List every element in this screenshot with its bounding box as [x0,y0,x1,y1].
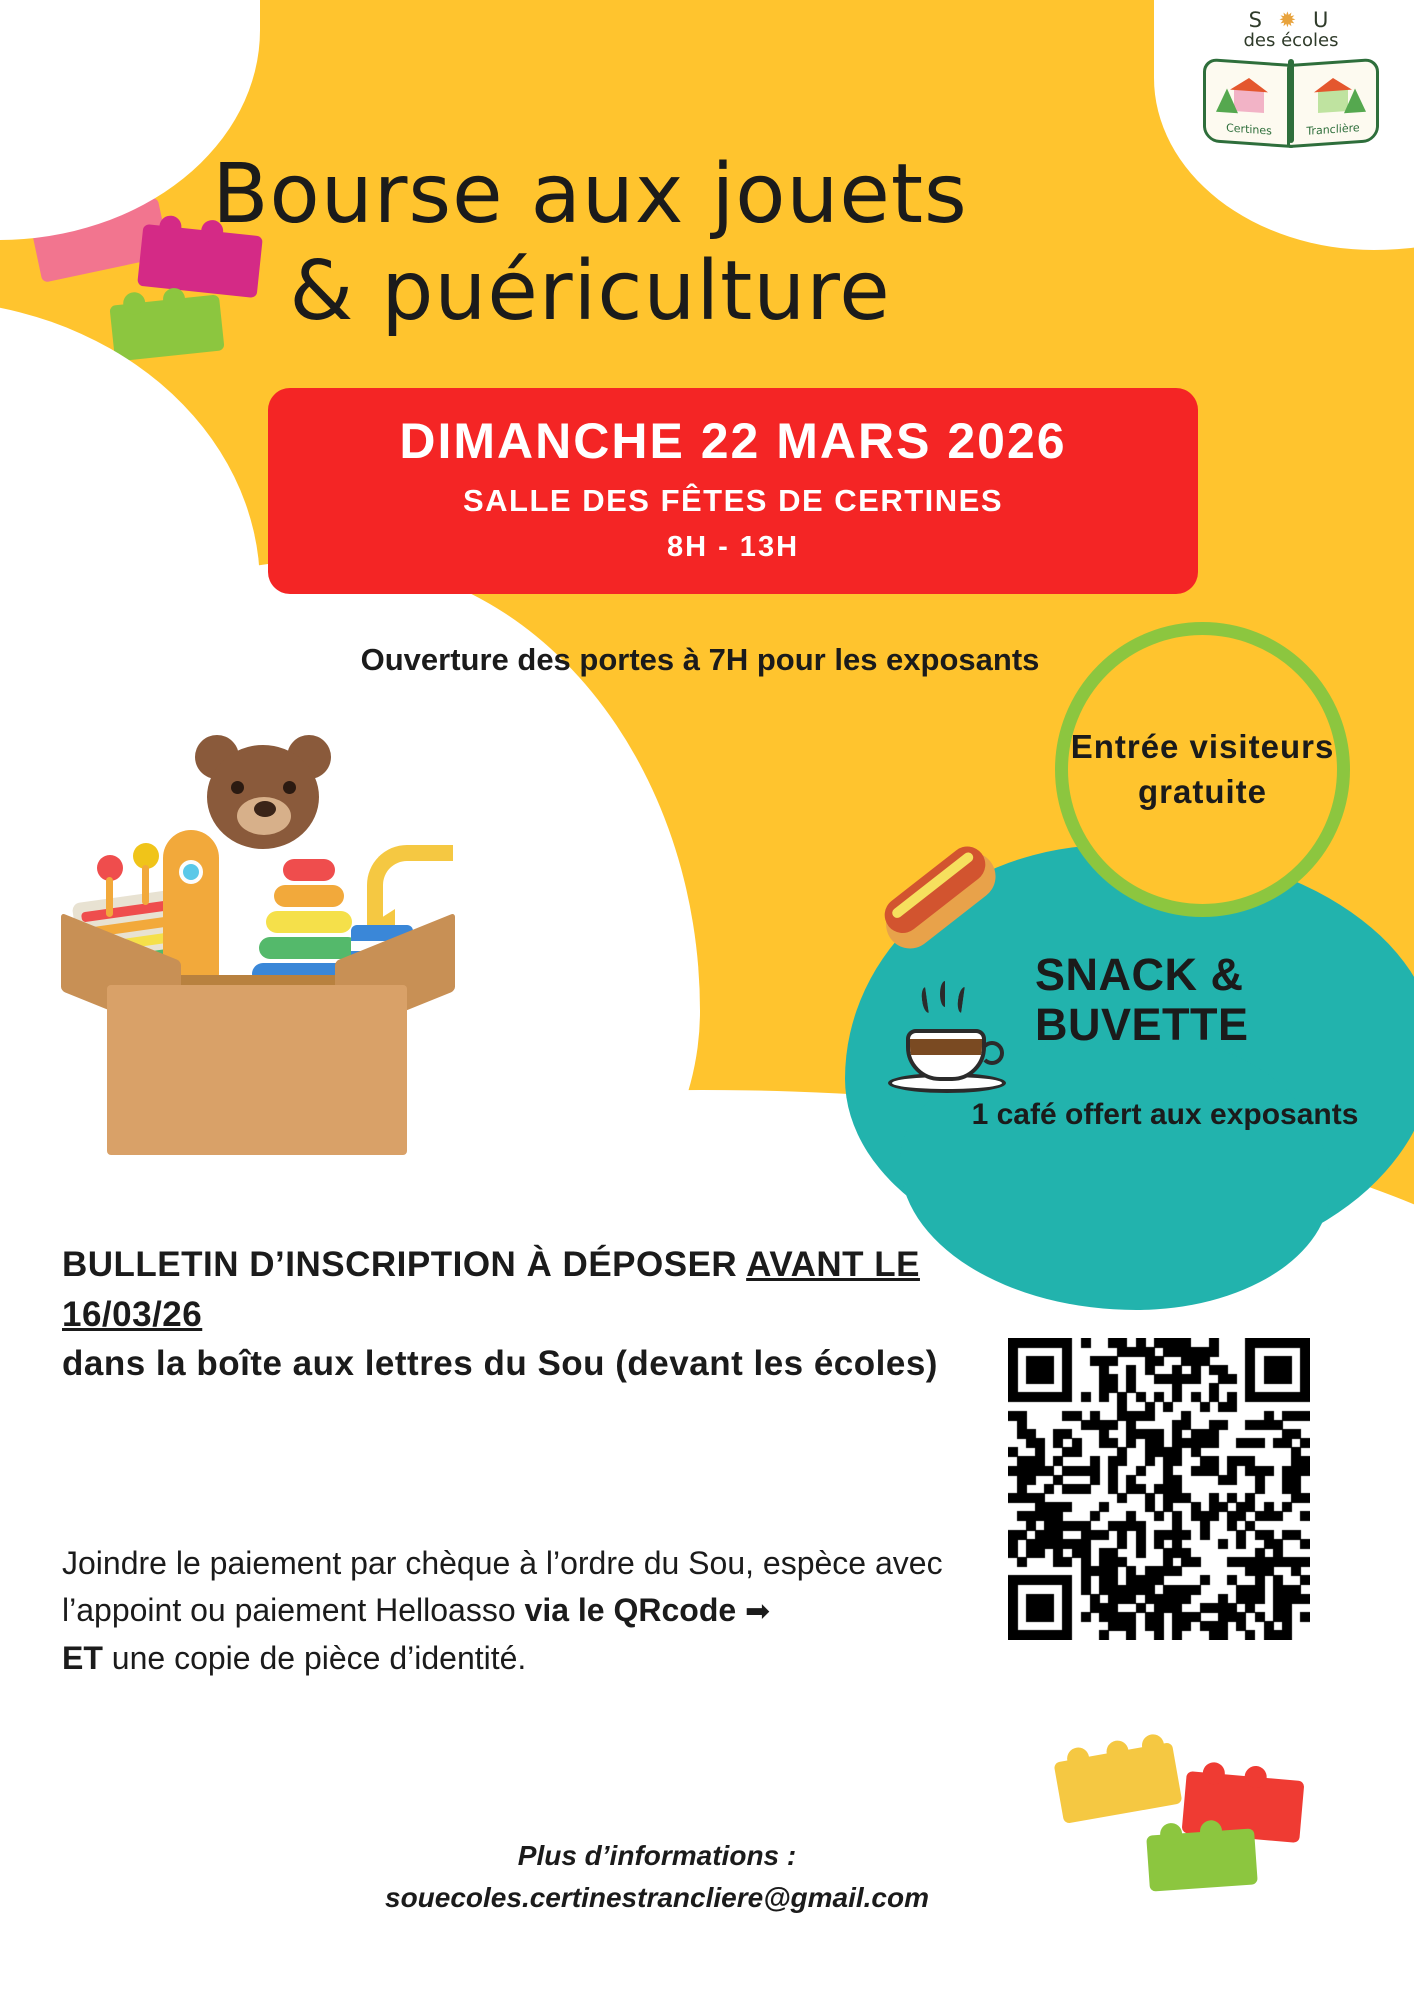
sou-des-ecoles-logo [1196,8,1386,150]
open-book-icon [1201,55,1381,150]
snack-subtitle: 1 café offert aux exposants [971,1098,1359,1131]
lego-brick-green-bottom [1146,1828,1258,1891]
page-title [0,147,1180,341]
exhibitor-opening-note: Ouverture des portes à 7H pour les exposants [360,642,1040,677]
logo-line-sou [1196,8,1386,32]
book-label-right: Tranclière [1306,121,1360,138]
registration-instructions [62,1240,962,1389]
registration-part1: BULLETIN D’INSCRIPTION À DÉPOSER [62,1245,747,1284]
payment-instructions [62,1540,962,1682]
free-entry-label: Entrée visiteurs gratuite [1070,727,1335,810]
event-date: DIMANCHE 22 MARS 2026 [399,413,1067,469]
title-line-2: & puériculture [289,243,891,339]
toy-box-illustration [55,735,485,1155]
title-line-1: Bourse aux jouets [212,146,968,242]
logo-letter-s: S [1248,8,1267,32]
book-page-left [1203,58,1295,148]
cardboard-box-front [107,985,407,1155]
helloasso-qr-code[interactable] [1008,1338,1310,1640]
book-page-right [1287,58,1379,148]
tree-icon-left [1216,88,1238,114]
payment-qrcode-mention: via le QRcode [524,1592,737,1629]
free-entry-badge [1055,622,1350,917]
contact-email: souecoles.certinestrancliere@gmail.com [385,1882,929,1913]
teddy-eye-right [283,781,296,794]
registration-part2: dans la boîte aux lettres du Sou (devant les écoles) [62,1344,938,1384]
more-info-block [157,1835,1157,1919]
payment-part2: une copie de pièce d’identité. [102,1639,527,1676]
book-spine [1288,59,1294,143]
rattle-icon-1 [97,855,123,881]
teddy-eye-left [231,781,244,794]
payment-part1: Joindre le paiement par chèque à l’ordre du Sou, espèce avec l’appoint ou paiement Helloasso [62,1545,943,1629]
arrow-right-icon: ➡ [745,1595,771,1629]
lego-brick-yellow [1054,1742,1183,1824]
event-date-box [268,388,1198,594]
tree-icon-right [1344,88,1366,114]
coffee-cup-icon [888,985,1008,1095]
book-label-left: Certines [1226,121,1272,138]
house-icon-left [1234,89,1264,113]
snack-title: SNACK & BUVETTE [1035,949,1249,1050]
teddy-nose [254,801,276,817]
rattle-icon-2 [133,843,159,869]
logo-subtitle: des écoles [1243,30,1339,51]
logo-letter-u: U [1312,8,1334,32]
event-venue: SALLE DES FÊTES DE CERTINES [462,483,1003,518]
registration-deadline: AVANT LE 16/03/26 [62,1245,920,1334]
logo-star-icon: ✹ [1278,8,1302,32]
more-info-label: Plus d’informations : [517,1840,797,1871]
payment-et: ET [62,1639,103,1676]
event-hours: 8H - 13H [666,531,800,563]
